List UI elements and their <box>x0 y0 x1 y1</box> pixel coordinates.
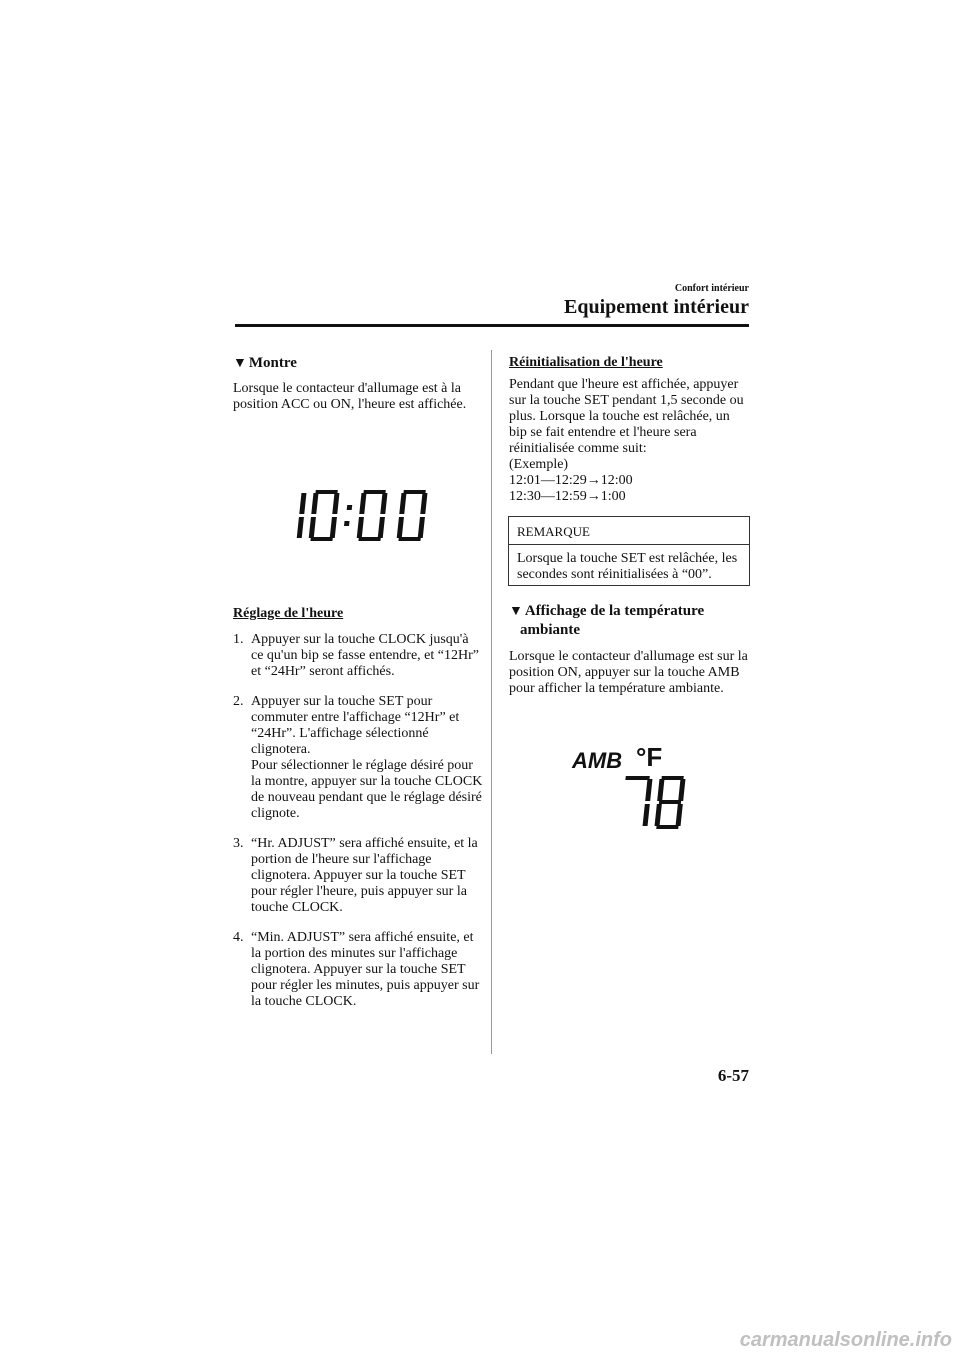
note-box <box>508 516 750 586</box>
example-label: (Exemple) <box>509 457 569 472</box>
steps-list <box>233 632 483 1010</box>
column-divider <box>491 350 492 1054</box>
temperature-text: Lorsque le contacteur d'allumage est sur la position ON, appuyer sur la touche AMB pour afficher la température ambiante. <box>509 649 748 696</box>
reglage-section <box>233 606 483 1024</box>
list-item: 2. Appuyer sur la touche SET pour commuter entre l'affichage “12Hr” et “24Hr”. L'affichage sélectionné clignotera. Pour sélectionner le réglage désiré pour la montre, appuyer sur la touche CLOCK de nouveau pendant que le réglage désiré clignote. <box>233 694 483 821</box>
note-heading: REMARQUE <box>509 517 749 545</box>
page-title: Equipement intérieur <box>564 296 749 318</box>
montre-heading: ▼ Montre <box>233 355 297 371</box>
montre-intro: Lorsque le contacteur d'allumage est à la position ACC ou ON, l'heure est affichée. <box>233 381 467 412</box>
temperature-section <box>509 602 751 697</box>
amb-label: AMB <box>572 748 623 773</box>
list-item: 4. “Min. ADJUST” sera affiché ensuite, et la portion des minutes sur l'affichage clignotera. Appuyer sur la touche SET pour régler les minutes, puis appuyer sur la touche CLOCK. <box>233 930 480 1009</box>
watermark: carmanualsonline.info <box>739 1329 952 1351</box>
example-line-2: 12:30―12:59→1:00 <box>509 489 626 504</box>
section-label: Confort intérieur <box>674 283 749 294</box>
montre-section <box>233 354 483 413</box>
clock-digits-icon <box>292 488 442 544</box>
temperature-digits-icon <box>618 774 688 834</box>
triangle-icon: ▼ <box>233 356 247 371</box>
reglage-title: Réglage de l'heure <box>233 606 344 621</box>
note-text: Lorsque la touche SET est relâchée, les secondes sont réinitialisées à “00”. <box>517 551 738 582</box>
reinit-title: Réinitialisation de l'heure <box>509 355 663 370</box>
temperature-heading: ▼ Affichage de la température ambiante <box>509 603 705 638</box>
page-number: 6-57 <box>717 1066 749 1085</box>
list-item: 1. Appuyer sur la touche CLOCK jusqu'à ce qu'un bip se fasse entendre, et “12Hr” et “24Hr” seront affichés. <box>233 632 479 679</box>
example-line-1: 12:01―12:29→12:00 <box>509 473 633 488</box>
list-item: 3. “Hr. ADJUST” sera affiché ensuite, et la portion de l'heure sur l'affichage clignotera. Appuyer sur la touche SET pour régler l'heure, puis appuyer sur la touche CLOCK. <box>233 836 478 915</box>
triangle-icon: ▼ <box>509 604 523 619</box>
temperature-display-illustration <box>570 740 690 836</box>
unit-label: °F <box>636 742 663 772</box>
clock-display-illustration <box>292 488 442 544</box>
reinit-text: Pendant que l'heure est affichée, appuyer sur la touche SET pendant 1,5 seconde ou plus. Lorsque la touche est relâchée, un bip se fait entendre et l'heure sera réinitialisée comme suit: <box>509 377 744 456</box>
reinit-section <box>509 355 751 505</box>
header-rule <box>235 324 749 327</box>
